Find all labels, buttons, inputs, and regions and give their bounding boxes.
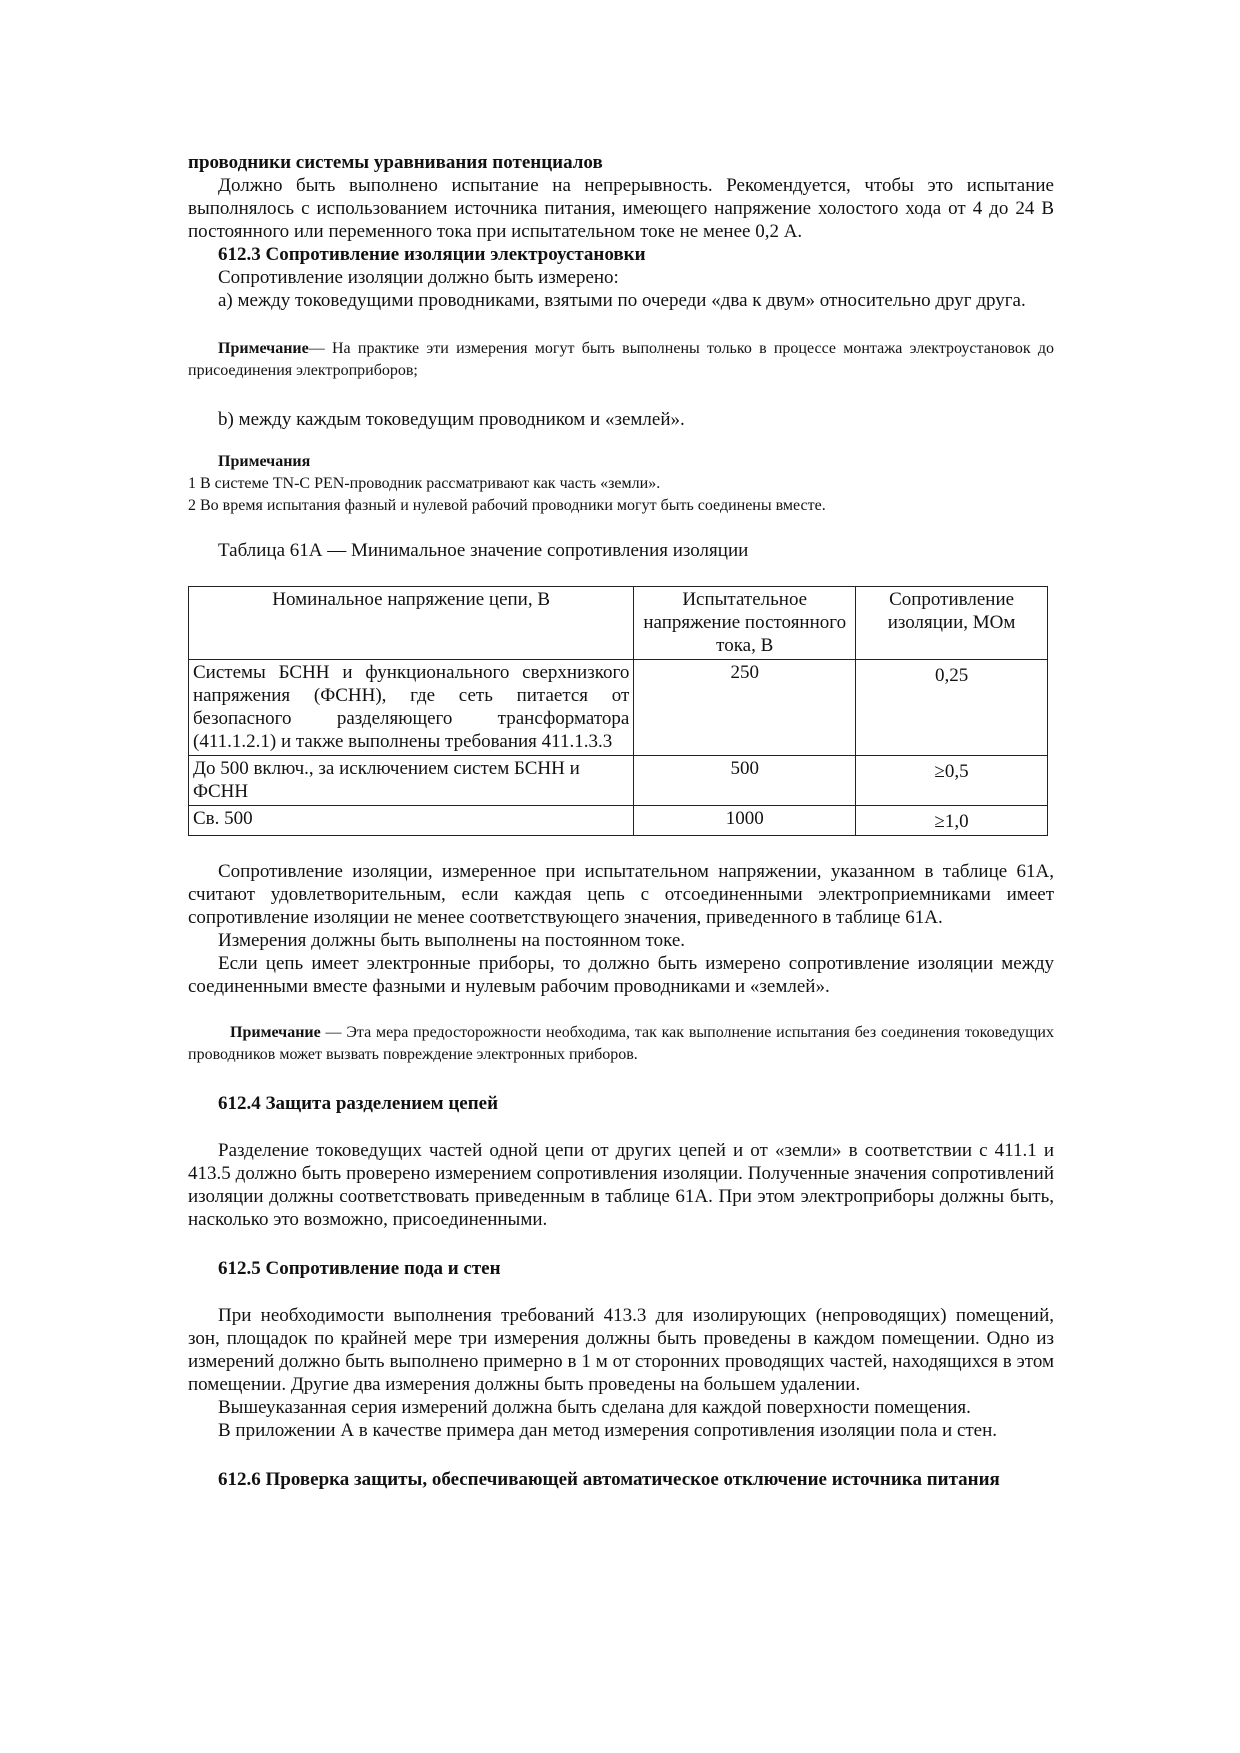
paragraph-612-5-2: Вышеуказанная серия измерений должна быть сделана для каждой поверхности помещения. xyxy=(218,1397,971,1418)
table-row xyxy=(189,806,1048,836)
table-header-cell: Испытательное напряжение постоянного тока, В xyxy=(634,587,856,660)
paragraph-after-table-3: Если цепь имеет электронные приборы, то должно быть измерено сопротивление изоляции между соединенными вместе фазными и нулевым рабочим проводниками и «землей». xyxy=(188,953,1054,997)
paragraph-continuity-test: Должно быть выполнено испытание на непрерывность. Рекомендуется, чтобы это испытание выполнялось с использованием источника питания, имеющего напряжение холостого хода от 4 до 24 В постоянного или переменного тока при испытательном токе не менее 0,2 А. xyxy=(188,175,1054,242)
section-heading-612-6: 612.6 Проверка защиты, обеспечивающей автоматическое отключение источника питания xyxy=(218,1469,1000,1490)
notes-2-item-2: 2 Во время испытания фазный и нулевой рабочий проводники могут быть соединены вместе. xyxy=(188,497,826,514)
section-heading-612-5: 612.5 Сопротивление пода и стен xyxy=(218,1258,501,1279)
table-header-cell: Сопротивление изоляции, МОм xyxy=(856,587,1048,660)
table-caption: Таблица 61А — Минимальное значение сопротивления изоляции xyxy=(218,540,749,561)
table-row xyxy=(189,756,1048,806)
note-1 xyxy=(188,338,1054,382)
table-cell: 250 xyxy=(634,660,856,756)
table-cell: Св. 500 xyxy=(189,806,634,836)
list-item-b: b) между каждым токоведущим проводником и «землей». xyxy=(218,409,685,430)
note-3-label: Примечание xyxy=(230,1024,321,1041)
table-cell: ≥0,5 xyxy=(856,756,1048,806)
paragraph-612-4: Разделение токоведущих частей одной цепи от других цепей и от «земли» в соответствии с 411.1 и 413.5 должно быть проверено измерением сопротивления изоляции. Полученные значения сопротивлений изоляции должны соответствовать приведенным в таблице 61А. При этом электроприборы должны быть, насколько это возможно, присоединенными. xyxy=(188,1140,1054,1230)
paragraph-612-5-3: В приложении А в качестве примера дан метод измерения сопротивления изоляции пола и стен. xyxy=(218,1420,998,1441)
document-page xyxy=(188,151,1054,1491)
section-heading-potential-conductors: проводники системы уравнивания потенциалов xyxy=(188,152,603,173)
insulation-table xyxy=(188,586,1048,836)
paragraph-612-5-1: При необходимости выполнения требований 413.3 для изолирующих (непроводящих) помещений, зон, площадок по крайней мере три измерения должны быть проведены в каждом помещении. Одно из измерений должно быть выполнено примерно в 1 м от сторонних проводящих частей, находящихся в этом помещении. Другие два измерения должны быть проведены на большем удалении. xyxy=(188,1305,1054,1395)
table-header-cell: Номинальное напряжение цепи, В xyxy=(189,587,634,660)
table-cell: 1000 xyxy=(634,806,856,836)
table-cell: До 500 включ., за исключением систем БСНН и ФСНН xyxy=(189,756,634,806)
notes-2-item-1: 1 В системе TN-C PEN-проводник рассматривают как часть «земли». xyxy=(188,475,661,492)
table-cell: 500 xyxy=(634,756,856,806)
note-1-text: — На практике эти измерения могут быть выполнены только в процессе монтажа электроустановок до присоединения электроприборов; xyxy=(188,340,1054,379)
note-3 xyxy=(188,1022,1054,1066)
list-item-a: a) между токоведущими проводниками, взятыми по очереди «два к двум» относительно друг друга. xyxy=(218,290,1026,311)
notes-2-label: Примечания xyxy=(218,453,311,470)
section-heading-612-4: 612.4 Защита разделением цепей xyxy=(218,1093,499,1114)
note-1-label: Примечание xyxy=(218,340,309,357)
table-row xyxy=(189,660,1048,756)
paragraph-insulation-measure: Сопротивление изоляции должно быть измерено: xyxy=(218,267,619,288)
table-cell: Системы БСНН и функционального сверхнизкого напряжения (ФСНН), где сеть питается от безопасного разделяющего трансформатора (411.1.2.1) и также выполнены требования 411.1.3.3 xyxy=(189,660,634,756)
paragraph-after-table-1: Сопротивление изоляции, измеренное при испытательном напряжении, указанном в таблице 61А, считают удовлетворительным, если каждая цепь с отсоединенными электроприемниками имеет сопротивление изоляции не менее соответствующего значения, приведенного в таблице 61А. xyxy=(188,861,1054,928)
section-heading-612-3: 612.3 Сопротивление изоляции электроустановки xyxy=(218,244,646,265)
table-cell: ≥1,0 xyxy=(856,806,1048,836)
note-3-text: — Эта мера предосторожности необходима, так как выполнение испытания без соединения токоведущих проводников может вызвать повреждение электронных приборов. xyxy=(188,1024,1054,1063)
table-cell: 0,25 xyxy=(856,660,1048,756)
notes-2 xyxy=(188,451,1054,517)
paragraph-after-table-2: Измерения должны быть выполнены на постоянном токе. xyxy=(218,930,686,951)
table-header-row xyxy=(189,587,1048,660)
